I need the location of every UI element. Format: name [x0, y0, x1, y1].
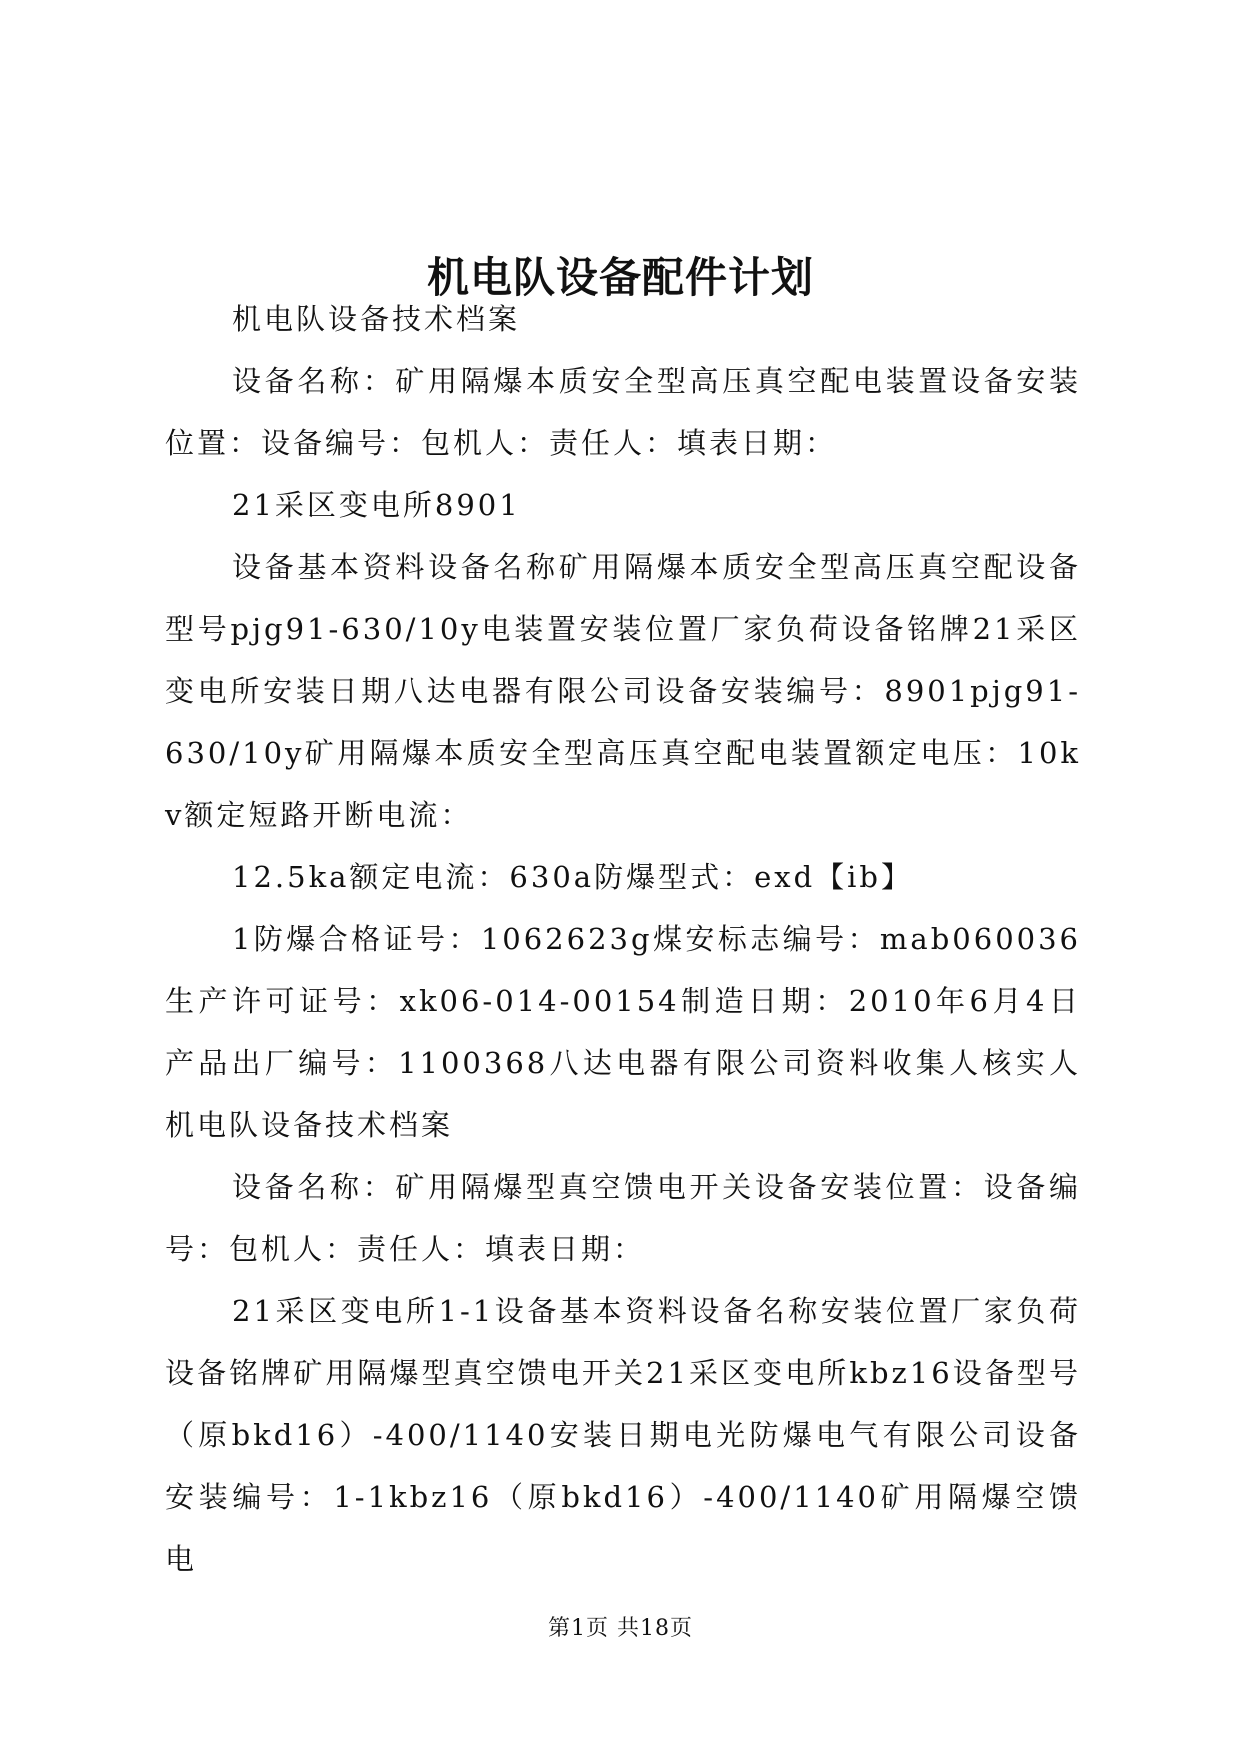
body-paragraph-6: 1防爆合格证号：1062623g煤安标志编号：mab060036生产许可证号：xk06-014-00154制造日期：2010年6月4日产品出厂编号：1100368八达电器有限公司资料收集人核实人机电队设备技术档案 — [165, 922, 1081, 1142]
body-paragraph-8: 21采区变电所1-1设备基本资料设备名称安装位置厂家负荷设备铭牌矿用隔爆型真空馈电开关21采区变电所kbz16设备型号（原bkd16）-400/1140安装日期电光防爆电气有限公司设备安装编号：1-1kbz16（原bkd16）-400/1140矿用隔爆空馈电 — [165, 1294, 1081, 1576]
document-body — [165, 288, 1081, 1590]
document-title: 机电队设备配件计划 — [426, 253, 814, 303]
body-paragraph-7: 设备名称：矿用隔爆型真空馈电开关设备安装位置：设备编号：包机人：责任人：填表日期： — [165, 1170, 1081, 1266]
body-paragraph-1: 机电队设备技术档案 — [232, 302, 521, 336]
body-paragraph-3: 21采区变电所8901 — [232, 488, 521, 522]
body-paragraph-2: 设备名称：矿用隔爆本质安全型高压真空配电装置设备安装位置：设备编号：包机人：责任人：填表日期： — [165, 364, 1081, 460]
body-paragraph-5: 12.5ka额定电流：630a防爆型式：exd【ib】 — [232, 860, 913, 894]
page-number-footer: 第1页 共18页 — [548, 1616, 693, 1641]
body-paragraph-4: 设备基本资料设备名称矿用隔爆本质安全型高压真空配设备型号pjg91-630/10y电装置安装位置厂家负荷设备铭牌21采区变电所安装日期八达电器有限公司设备安装编号：8901pjg91-630/10y矿用隔爆本质安全型高压真空配电装置额定电压：10kv额定短路开断电流： — [165, 550, 1081, 832]
